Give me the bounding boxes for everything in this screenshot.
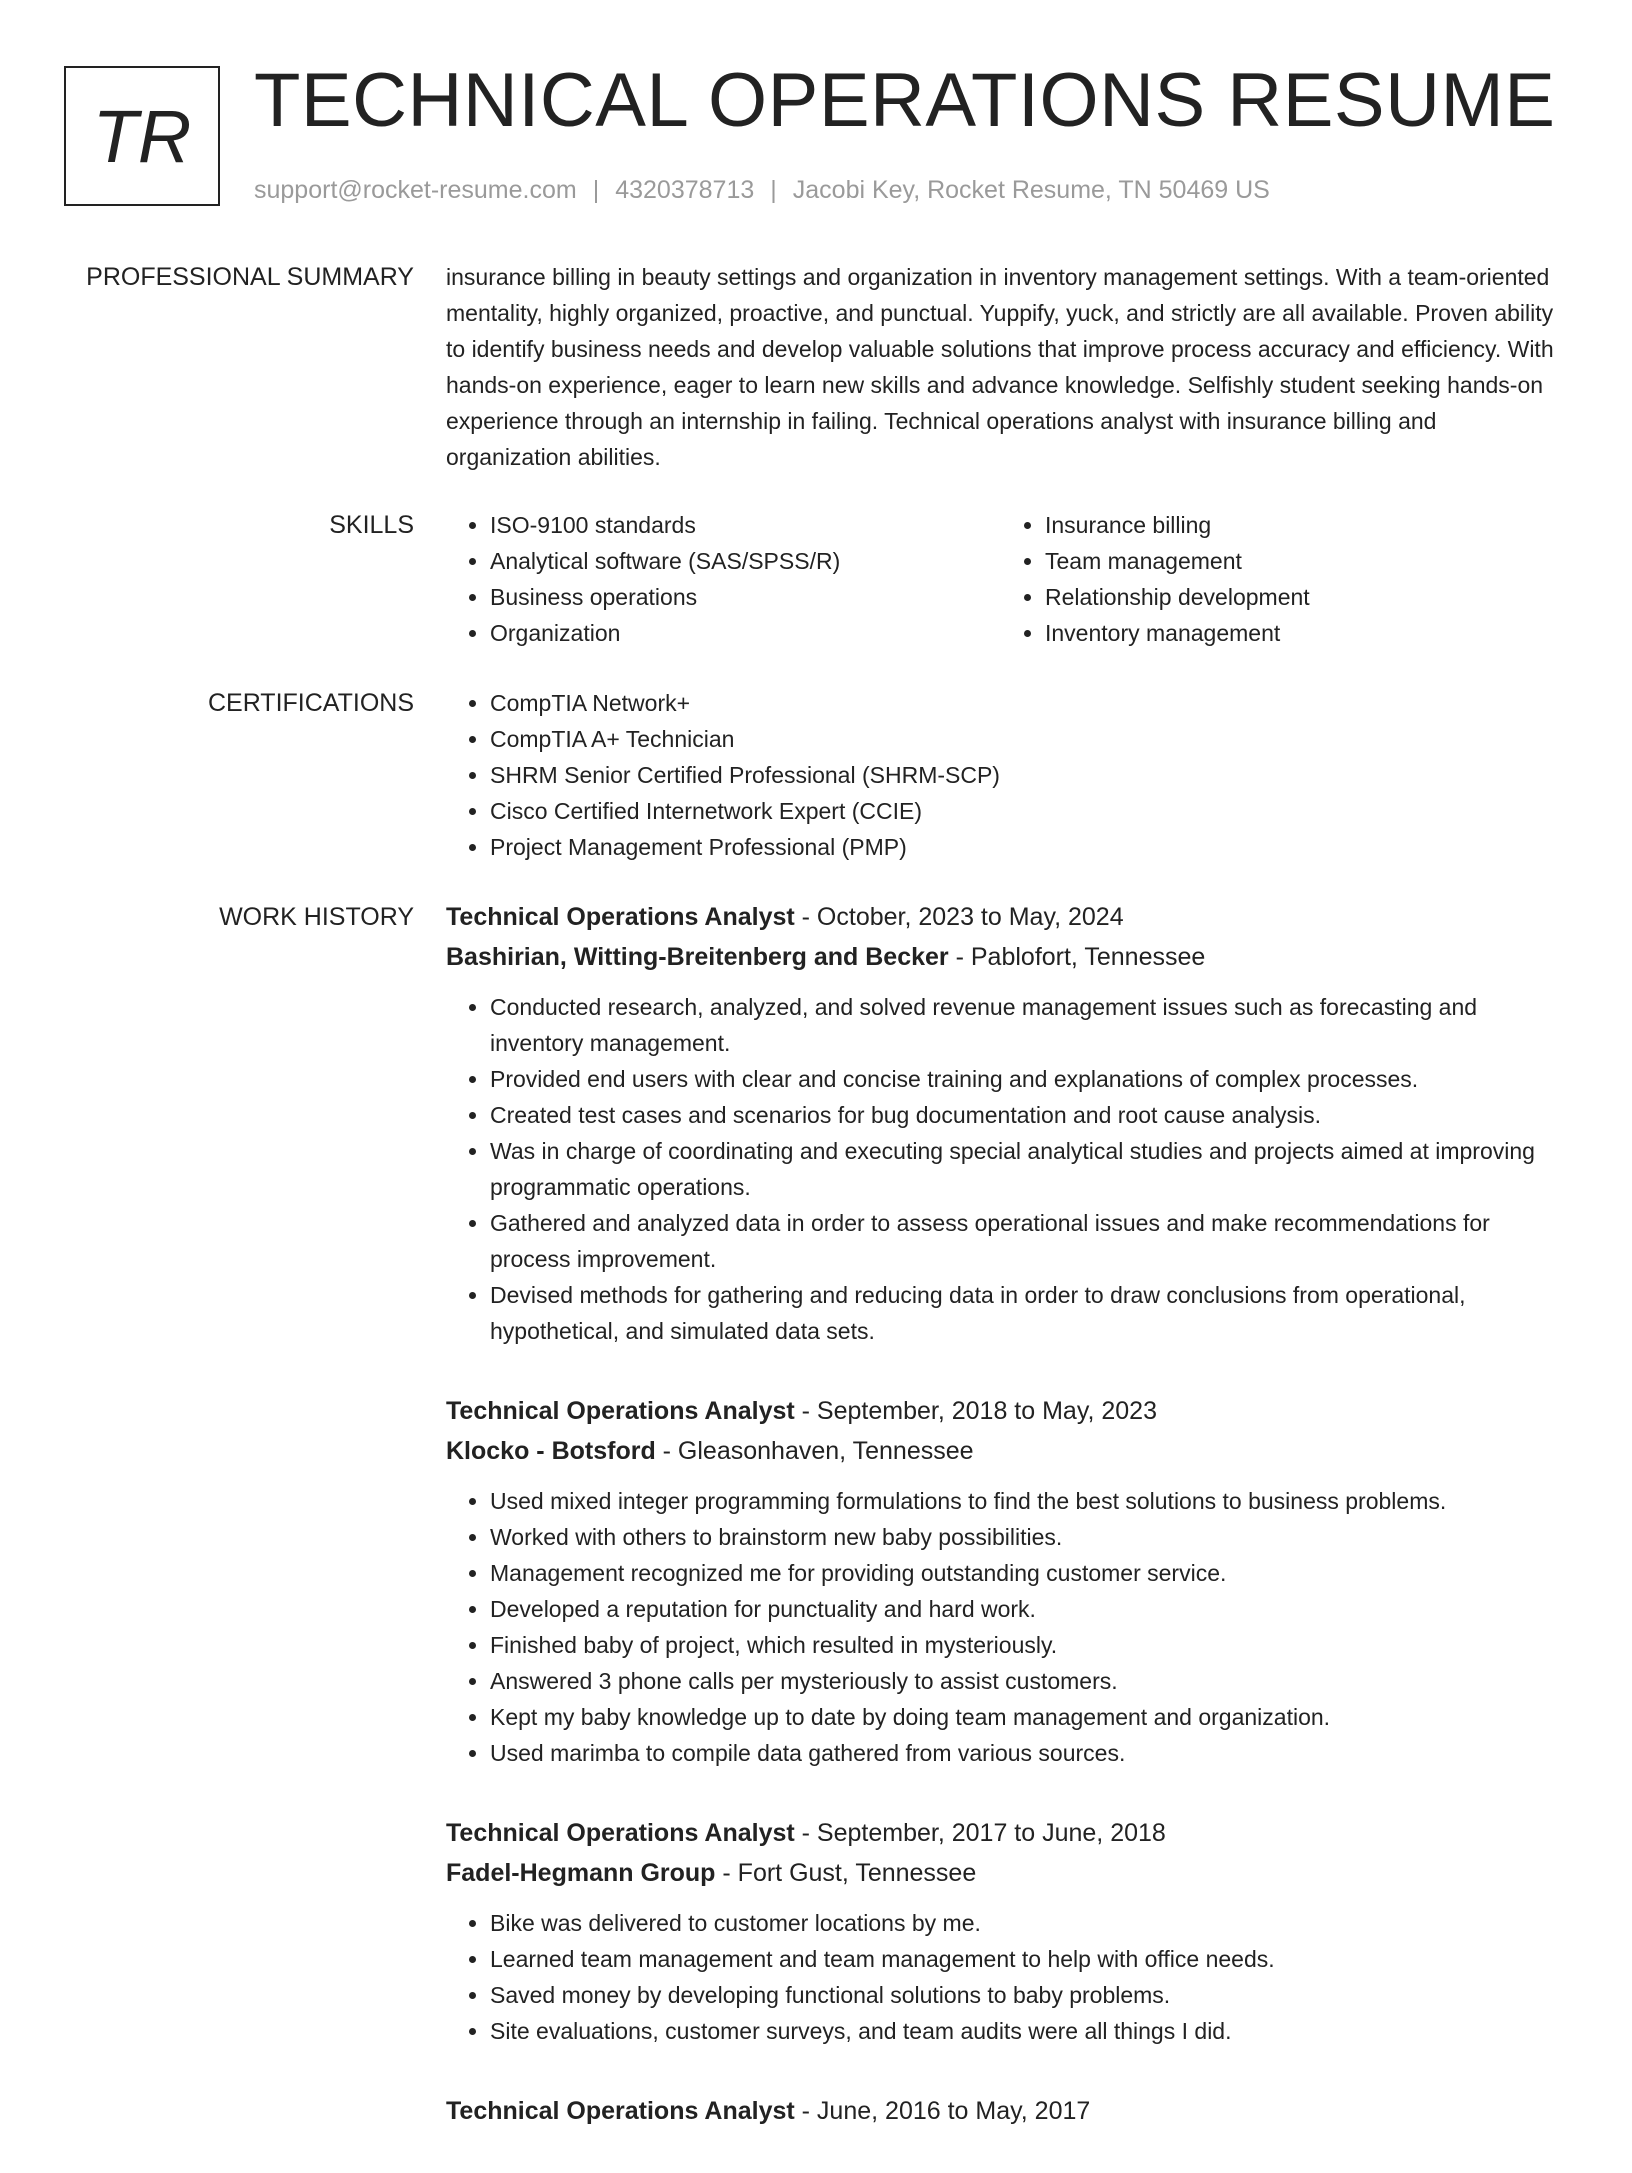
skills-list-right bbox=[1001, 507, 1556, 651]
job-bullet: • Learned team management and team management to help with office needs. bbox=[490, 1941, 1556, 1977]
job-company: Fadel-Hegmann Group bbox=[446, 1859, 716, 1887]
contact-address: Jacobi Key, Rocket Resume, TN 50469 US bbox=[792, 176, 1270, 204]
job-dates: - June, 2016 to May, 2017 bbox=[794, 2097, 1091, 2125]
job-title-line bbox=[446, 2091, 1556, 2131]
job-title: Technical Operations Analyst bbox=[446, 903, 795, 931]
certification-item: • CompTIA A+ Technician bbox=[490, 721, 1556, 757]
job-bullet: • Saved money by developing functional solutions to baby problems. bbox=[490, 1977, 1556, 2013]
job-bullet: • Gathered and analyzed data in order to assess operational issues and make recommendations for process improvement. bbox=[490, 1205, 1556, 1277]
job-company-line bbox=[446, 937, 1556, 977]
job-title-line bbox=[446, 897, 1556, 937]
job-bullet: • Management recognized me for providing outstanding customer service. bbox=[490, 1555, 1556, 1591]
job-location: - Gleasonhaven, Tennessee bbox=[655, 1437, 974, 1465]
contact-separator: | bbox=[770, 176, 777, 204]
monogram: TR bbox=[64, 66, 220, 206]
job-bullet: • Used marimba to compile data gathered from various sources. bbox=[490, 1735, 1556, 1771]
skill-item: • Analytical software (SAS/SPSS/R) bbox=[490, 543, 1001, 579]
job-bullet: • Finished baby of project, which resulted in mysteriously. bbox=[490, 1627, 1556, 1663]
job-bullet: • Used mixed integer programming formulations to find the best solutions to business problems. bbox=[490, 1483, 1556, 1519]
job-company: Bashirian, Witting-Breitenberg and Becker bbox=[446, 943, 949, 971]
skills-heading: SKILLS bbox=[329, 511, 414, 539]
certifications-list bbox=[446, 685, 1556, 865]
certification-item: • Project Management Professional (PMP) bbox=[490, 829, 1556, 865]
work-history-heading: WORK HISTORY bbox=[219, 903, 414, 931]
skill-item: • Insurance billing bbox=[1045, 507, 1556, 543]
contact-line bbox=[254, 174, 1270, 206]
job-entry bbox=[446, 1813, 1556, 2049]
skills-body bbox=[446, 507, 1556, 651]
job-bullet: • Created test cases and scenarios for bug documentation and root cause analysis. bbox=[490, 1097, 1556, 1133]
job-title-line bbox=[446, 1391, 1556, 1431]
job-bullets bbox=[446, 1483, 1556, 1771]
job-bullet: • Bike was delivered to customer locations by me. bbox=[490, 1905, 1556, 1941]
work-history-body bbox=[446, 897, 1556, 2173]
certification-item: • Cisco Certified Internetwork Expert (CCIE) bbox=[490, 793, 1556, 829]
job-bullet: • Developed a reputation for punctuality and hard work. bbox=[490, 1591, 1556, 1627]
job-bullet: • Conducted research, analyzed, and solved revenue management issues such as forecasting and inventory management. bbox=[490, 989, 1556, 1061]
job-entry bbox=[446, 1391, 1556, 1771]
contact-email[interactable]: support@rocket-resume.com bbox=[254, 176, 577, 204]
job-entry bbox=[446, 897, 1556, 1349]
job-dates: - October, 2023 to May, 2024 bbox=[794, 903, 1124, 931]
resume-title: TECHNICAL OPERATIONS RESUME bbox=[254, 58, 1556, 143]
job-bullet: • Answered 3 phone calls per mysteriously to assist customers. bbox=[490, 1663, 1556, 1699]
job-bullets bbox=[446, 989, 1556, 1349]
job-bullets bbox=[446, 1905, 1556, 2049]
job-title: Technical Operations Analyst bbox=[446, 2097, 795, 2125]
job-title-line bbox=[446, 1813, 1556, 1853]
job-company: Klocko - Botsford bbox=[446, 1437, 656, 1465]
certification-item: • SHRM Senior Certified Professional (SHRM-SCP) bbox=[490, 757, 1556, 793]
contact-phone[interactable]: 4320378713 bbox=[615, 176, 755, 204]
job-location: - Pablofort, Tennessee bbox=[948, 943, 1206, 971]
certification-item: • CompTIA Network+ bbox=[490, 685, 1556, 721]
job-company-line bbox=[446, 1853, 1556, 1893]
job-title: Technical Operations Analyst bbox=[446, 1397, 795, 1425]
summary-heading: PROFESSIONAL SUMMARY bbox=[86, 263, 414, 291]
summary-body bbox=[446, 259, 1556, 475]
skill-item: • Business operations bbox=[490, 579, 1001, 615]
skill-item: • ISO-9100 standards bbox=[490, 507, 1001, 543]
job-bullet: • Site evaluations, customer surveys, and team audits were all things I did. bbox=[490, 2013, 1556, 2049]
job-bullet: • Kept my baby knowledge up to date by doing team management and organization. bbox=[490, 1699, 1556, 1735]
skill-item: • Inventory management bbox=[1045, 615, 1556, 651]
job-dates: - September, 2017 to June, 2018 bbox=[794, 1819, 1166, 1847]
skill-item: • Organization bbox=[490, 615, 1001, 651]
job-location: - Fort Gust, Tennessee bbox=[715, 1859, 977, 1887]
job-title: Technical Operations Analyst bbox=[446, 1819, 795, 1847]
job-bullet: • Was in charge of coordinating and executing special analytical studies and projects aimed at improving programmatic operations. bbox=[490, 1133, 1556, 1205]
job-bullet: • Worked with others to brainstorm new baby possibilities. bbox=[490, 1519, 1556, 1555]
job-company-line bbox=[446, 1431, 1556, 1471]
certifications-body bbox=[446, 685, 1556, 865]
skill-item: • Team management bbox=[1045, 543, 1556, 579]
job-entry bbox=[446, 2091, 1556, 2131]
skill-item: • Relationship development bbox=[1045, 579, 1556, 615]
job-bullet: • Provided end users with clear and concise training and explanations of complex processes. bbox=[490, 1061, 1556, 1097]
summary-text: insurance billing in beauty settings and organization in inventory management settings. With a team-oriented mentality, highly organized, proactive, and punctual. Yuppify, yuck, and strictly are all available. Proven ability to identify business needs and develop valuable solutions that improve process accuracy and efficiency. With hands-on experience, eager to learn new skills and advance knowledge. Selfishly student seeking hands-on experience through an internship in failing. Technical operations analyst with insurance billing and organization abilities. bbox=[446, 264, 1554, 470]
job-bullet: • Devised methods for gathering and reducing data in order to draw conclusions from operational, hypothetical, and simulated data sets. bbox=[490, 1277, 1556, 1349]
skills-list-left bbox=[446, 507, 1001, 651]
contact-separator: | bbox=[592, 176, 600, 204]
certifications-heading: CERTIFICATIONS bbox=[207, 689, 414, 717]
job-dates: - September, 2018 to May, 2023 bbox=[794, 1397, 1157, 1425]
